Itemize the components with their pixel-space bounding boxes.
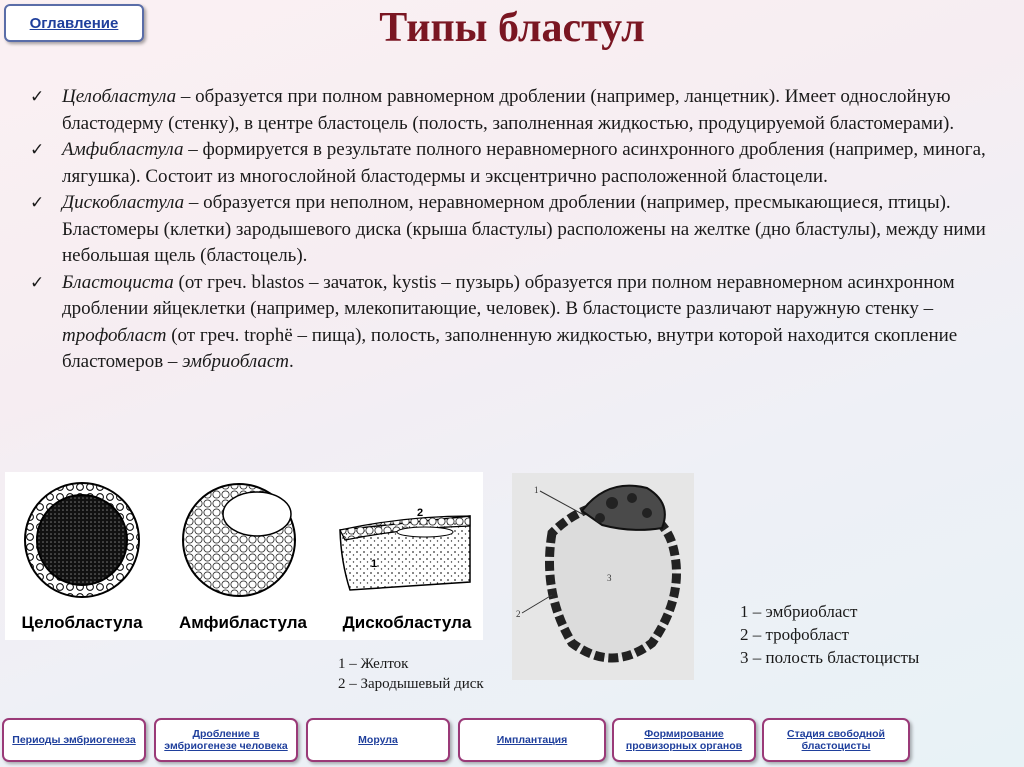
legend-line: 2 – Зародышевый диск — [338, 676, 484, 692]
bullet-text: (от греч. blastos – зачаток, kystis – пузырь) образуется при полном неравномерном асинхронном дроблении яйцеклетки (например, млекопитающие, человек). В бластоцисте различают наружную стенку – — [62, 271, 955, 319]
bullet-list — [30, 84, 1005, 376]
blastocyst-micrograph — [512, 473, 694, 680]
bullet-term: Бластоциста — [62, 271, 174, 293]
bullet-item — [30, 270, 1005, 376]
bullet-term: Целобластула — [62, 86, 177, 107]
caption-amphiblastula: Амфибластула — [179, 613, 307, 632]
legend-line: 3 – полость бластоцисты — [740, 648, 920, 667]
check-icon: ✓ — [30, 272, 45, 293]
toc-button[interactable]: Оглавление — [4, 4, 144, 42]
bullet-text: – образуется при неполном, неравномерном дроблении (например, пресмыкающиеся, птицы). Бластомеры (клетки) зародышевого диска (крыша бластулы) расположены на желтке (дно бластулы), между ними небольшая щель (бластоцель). — [62, 192, 986, 266]
page-title: Типы бластул — [379, 5, 645, 51]
blastocyst-legend — [740, 600, 919, 669]
blastula-types-figure — [5, 472, 483, 640]
bullet-text: . — [289, 351, 294, 372]
check-icon: ✓ — [30, 193, 45, 213]
check-icon: ✓ — [30, 87, 45, 107]
micro-marker-2: 2 — [516, 609, 521, 619]
discoblastula-drawing — [340, 507, 470, 590]
nav-implantation-button[interactable]: Имплантация — [458, 718, 606, 762]
bullet-item — [30, 84, 1005, 137]
check-icon: ✓ — [30, 140, 45, 160]
amphiblastula-drawing — [183, 484, 295, 596]
caption-discoblastula: Дискобластула — [342, 613, 472, 632]
bullet-term: Амфибластула — [62, 139, 184, 160]
bullet-text: – образуется при полном равномерном дроблении (например, ланцетник). Имеет однослойную бластодерму (стенку), в центре бластоцель (полость, заполненная жидкостью, продуцируемой бластомерами). — [62, 86, 955, 134]
coeloblastula-drawing — [25, 483, 139, 597]
bottom-nav — [2, 718, 1018, 764]
bullet-text: (от греч. trophё – пища), полость, заполненную жидкостью, внутри которой находится скопление бластомеров – — [62, 324, 958, 372]
legend-line: 1 – эмбриобласт — [740, 602, 858, 621]
caption-coeloblastula: Целобластула — [21, 613, 143, 632]
legend-line: 1 – Желток — [338, 656, 409, 672]
legend-line: 2 – трофобласт — [740, 625, 849, 644]
bullet-term-trophoblast: трофобласт — [62, 324, 167, 346]
bullet-text: – формируется в результате полного неравномерного асинхронного дробления (например, минога, лягушка). Состоит из многослойной бластодермы и эксцентрично расположенной бластоцели. — [62, 139, 986, 187]
micro-marker-3: 3 — [607, 573, 612, 583]
nav-morula-button[interactable]: Морула — [306, 718, 450, 762]
disc-marker-2: 2 — [417, 507, 424, 519]
bullet-item — [30, 137, 1005, 190]
nav-provisional-organs-button[interactable]: Формирование провизорных органов — [612, 718, 756, 762]
nav-free-blastocyst-button[interactable]: Стадия свободной бластоцисты — [762, 718, 910, 762]
nav-periods-button[interactable]: Периоды эмбриогенеза — [2, 718, 146, 762]
bullet-item — [30, 190, 1005, 270]
bullet-term-embryoblast: эмбриобласт — [182, 351, 290, 372]
yolk-marker-1: 1 — [371, 558, 378, 570]
micro-marker-1: 1 — [534, 485, 539, 495]
nav-cleavage-button[interactable]: Дробление в эмбриогенезе человека — [154, 718, 298, 762]
discoblastula-legend — [338, 654, 484, 694]
bullet-term: Дискобластула — [62, 192, 185, 213]
